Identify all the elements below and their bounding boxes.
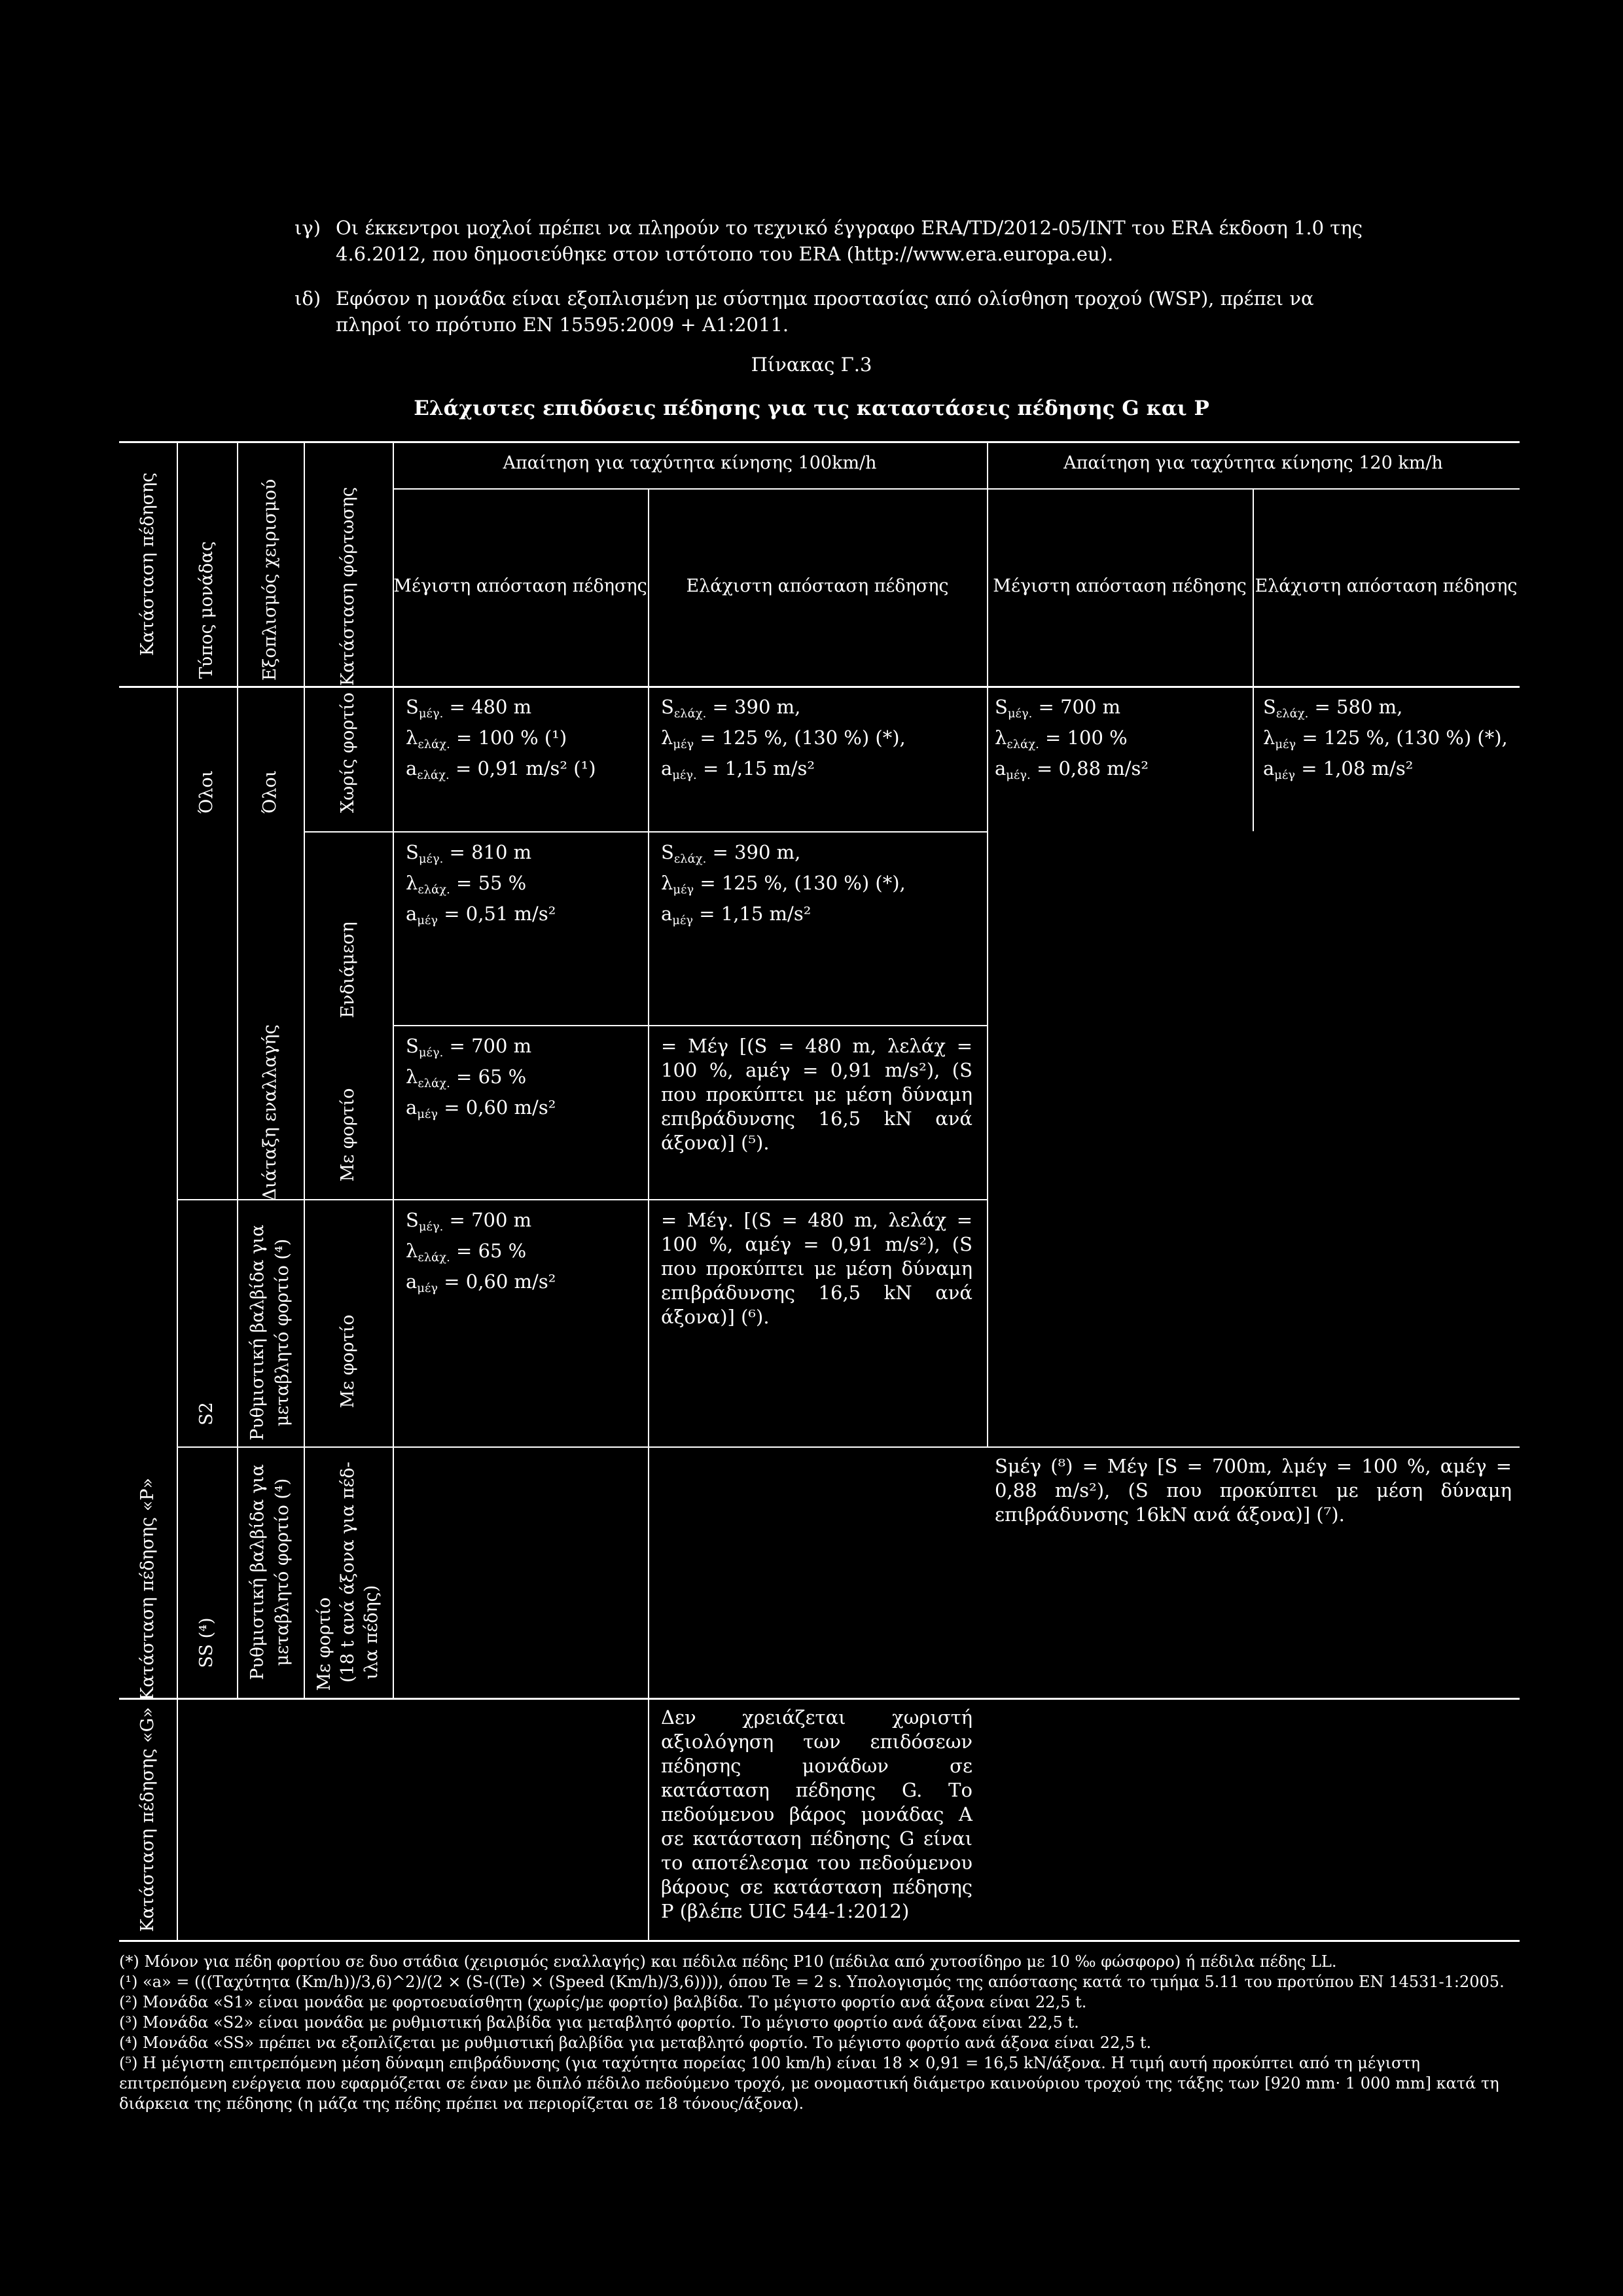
cell-r1-max120: $S_{\mu έ\gamma.} = 700$ m $\lambda_{\varepsilon\lambda ά\chi.} = 100$ % $a_{\mu έ\gamma.} = 0,88$ m/s²	[995, 696, 1149, 782]
type-all: Όλοι	[196, 770, 217, 814]
cell-g-note: Δεν χρειάζεται χωριστή αξιολόγηση των επιδόσεων πέδησης μονάδων σε κατάσταση πέδησης G. Το πεδούμενου βάρος μονάδας A σε κατάσταση πέδησης G είναι το αποτέλεσμα του πεδούμενου βάρους σε κατάσταση πέδησης P (βλέπε UIC 544-1:2012)	[661, 1706, 972, 1922]
load-none: Χωρίς φορτίο	[338, 692, 358, 814]
load-with-1: Με φορτίο	[338, 1088, 358, 1182]
type-s2: S2	[196, 1402, 217, 1426]
intro-item-ig	[294, 215, 1381, 267]
header-state: Κατάσταση πέδησης	[137, 472, 158, 656]
equip-valve-ss-a: Ρυθμιστική βαλβίδα για	[247, 1464, 268, 1680]
footnote: (⁵) Η μέγιστη επιτρεπόμενη μέση δύναμη επιβράδυνσης (για ταχύτητα πορείας 100 km/h) είναι 18 × 0,91 = 16,5 kN/άξονα. Η τιμή αυτή προκύπτει από τη μέγιστη επιτρεπόμενη ενέργεια που εφαρμόζεται σε έναν με διπλό πέδιλο πεδούμενο τροχό, με ονομαστική διάμετρο καινούριου τροχού της τάξης των [920 mm· 1 000 mm] κατά τη διάρκεια της πέδησης (η μάζα της πέδης πρέπει να περιορίζεται σε 18 τόνους/άξονα).	[119, 2054, 1499, 2113]
header-type: Τύπος μονάδας	[196, 541, 217, 679]
header-equip: Εξοπλισμός χειρισμού	[260, 478, 280, 681]
cell-r3-max100: $S_{\mu έ\gamma.} = 700$ m $\lambda_{\varepsilon\lambda ά\chi.} = 65$ % $a_{\mu έ\gamma} = 0,60$ m/s²	[406, 1035, 556, 1121]
header-max-dist-120: Μέγιστη απόσταση πέδησης	[993, 576, 1247, 596]
intro-label: ιγ)	[294, 217, 321, 239]
type-ss: SS (⁴)	[196, 1617, 217, 1668]
header-speed-100: Απαίτηση για ταχύτητα κίνησης 100km/h	[503, 453, 877, 473]
header-min-dist-120: Ελάχιστη απόσταση πέδησης	[1255, 576, 1518, 596]
intro-text: Εφόσον η μονάδα είναι εξοπλισμένη με σύστημα προστασίας από ολίσθηση τροχού (WSP), πρέπει να πληροί το πρότυπο EN 15595:2009 + A1:2011.	[336, 287, 1314, 336]
intro-label: ιδ)	[294, 287, 321, 310]
equip-valve-s2-a: Ρυθμιστική βαλβίδα για	[247, 1225, 268, 1441]
load-with-2: Με φορτίο	[338, 1314, 358, 1408]
intro-item-id	[294, 285, 1381, 338]
load-intermediate: Ενδιάμεση	[338, 922, 358, 1018]
footnote: (³) Μονάδα «S2» είναι μονάδα με ρυθμιστική βαλβίδα για μεταβλητό φορτίο. Το μέγιστο φορτίο ανά άξονα είναι 22,5 t.	[119, 2013, 1079, 2032]
cell-r2-max100: $S_{\mu έ\gamma.} = 810$ m $\lambda_{\varepsilon\lambda ά\chi.} = 55$ % $a_{\mu έ\gamma} = 0,51$ m/s²	[406, 841, 556, 927]
load-with-ss-c: ιλα πέδης)	[361, 1585, 382, 1680]
intro-text: Οι έκκεντροι μοχλοί πρέπει να πληρούν το τεχνικό έγγραφο ERA/TD/2012-05/INT του ERA έκδοση 1.0 της 4.6.2012, που δημοσιεύθηκε στον ιστότοπο του ERA (http://www.era.europa.eu).	[336, 217, 1363, 265]
cell-r1-min120: $S_{\varepsilon\lambda ά\chi.} = 580$ m, $\lambda_{\mu έ\gamma} = 125$ %, (130 %) (*), $a_{\mu έ\gamma} = 1,08$ m/s²	[1263, 696, 1508, 782]
header-speed-120: Απαίτηση για ταχύτητα κίνησης 120 km/h	[1063, 453, 1443, 473]
state-g-label: Κατάσταση πέδησης «G»	[137, 1707, 158, 1932]
footnote: (⁴) Μονάδα «SS» πρέπει να εξοπλίζεται με ρυθμιστική βαλβίδα για μεταβλητό φορτίο. Το μέγιστο φορτίο ανά άξονα είναι 22,5 t.	[119, 2034, 1152, 2052]
table-label: Πίνακας Γ.3	[751, 353, 872, 376]
cell-r3-min100: = Μέγ [(S = 480 m, λελάχ = 100 %, aμέγ = 0,91 m/s²), (S που προκύπτει με μέση δύναμη επιβράδυνσης 16,5 kN ανά άξονα)] (⁵).	[661, 1035, 972, 1154]
equip-all: Όλοι	[260, 770, 280, 814]
header-min-dist-100: Ελάχιστη απόσταση πέδησης	[686, 576, 949, 596]
state-p-label: Κατάσταση πέδησης «P»	[137, 1477, 158, 1701]
cell-r4-max100: $S_{\mu έ\gamma.} = 700$ m $\lambda_{\varepsilon\lambda ά\chi.} = 65$ % $a_{\mu έ\gamma} = 0,60$ m/s²	[406, 1209, 556, 1295]
header-load: Κατάσταση φόρτωσης	[338, 486, 358, 687]
equip-changeover: Διάταξη εναλλαγής	[260, 1024, 280, 1201]
table-title: Ελάχιστες επιδόσεις πέδησης για τις καταστάσεις πέδησης G και P	[414, 397, 1209, 420]
cell-r1-min100: $S_{\varepsilon\lambda ά\chi.} = 390$ m, $\lambda_{\mu έ\gamma} = 125$ %, (130 %) (*), $a_{\mu έ\gamma.} = 1,15$ m/s²	[661, 696, 906, 782]
cell-r1-max100: $S_{\mu έ\gamma.} = 480$ m $\lambda_{\varepsilon\lambda ά\chi.} = 100$ % (¹) $a_{\varepsilon\lambda ά\chi.} = 0,91$ m/s² (¹)	[406, 696, 596, 782]
equip-valve-ss-b: μεταβλητό φορτίο (⁴)	[272, 1478, 293, 1666]
cell-r4-min100: = Μέγ. [(S = 480 m, λελάχ = 100 %, αμέγ = 0,91 m/s²), (S που προκύπτει με μέση δύναμη επιβράδυνσης 16,5 kN ανά άξονα)] (⁶).	[661, 1209, 972, 1328]
load-with-ss-a: Με φορτίο	[314, 1597, 334, 1691]
footnote: (*) Μόνον για πέδη φορτίου σε δυο στάδια (χειρισμός εναλλαγής) και πέδιλα πέδης P10 (πέδιλα από χυτοσίδηρο με 10 ‰ φώσφορο) ή πέδιλα πέδης LL.	[119, 1952, 1337, 1971]
equip-valve-s2-b: μεταβλητό φορτίο (⁴)	[272, 1238, 293, 1427]
footnotes	[119, 1952, 1520, 2114]
cell-r2-min100: $S_{\varepsilon\lambda ά\chi.} = 390$ m, $\lambda_{\mu έ\gamma} = 125$ %, (130 %) (*), $a_{\mu έ\gamma} = 1,15$ m/s²	[661, 841, 906, 927]
footnote: (¹) «a» = (((Ταχύτητα (Km/h))/3,6)^2)/(2 × (S-((Te) × (Speed (Km/h)/3,6)))), όπου Te = 2 s. Υπολογισμός της απόστασης κατά το τμήμα 5.11 του προτύπου EN 14531-1:2005.	[119, 1973, 1505, 1991]
header-max-dist-100: Μέγιστη απόσταση πέδησης	[393, 576, 647, 596]
footnote: (²) Μονάδα «S1» είναι μονάδα με φορτοευαίσθητη (χωρίς/με φορτίο) βαλβίδα. Το μέγιστο φορτίο ανά άξονα είναι 22,5 t.	[119, 1993, 1087, 2011]
load-with-ss-b: (18 t ανά άξονα για πέδ-	[338, 1462, 358, 1683]
cell-r5-120: Sμέγ (⁸) = Μέγ [S = 700m, λμέγ = 100 %, αμέγ = 0,88 m/s²), (S που προκύπτει με μέση δύναμη επιβράδυνσης 16kN ανά άξονα)] (⁷).	[995, 1455, 1512, 1526]
